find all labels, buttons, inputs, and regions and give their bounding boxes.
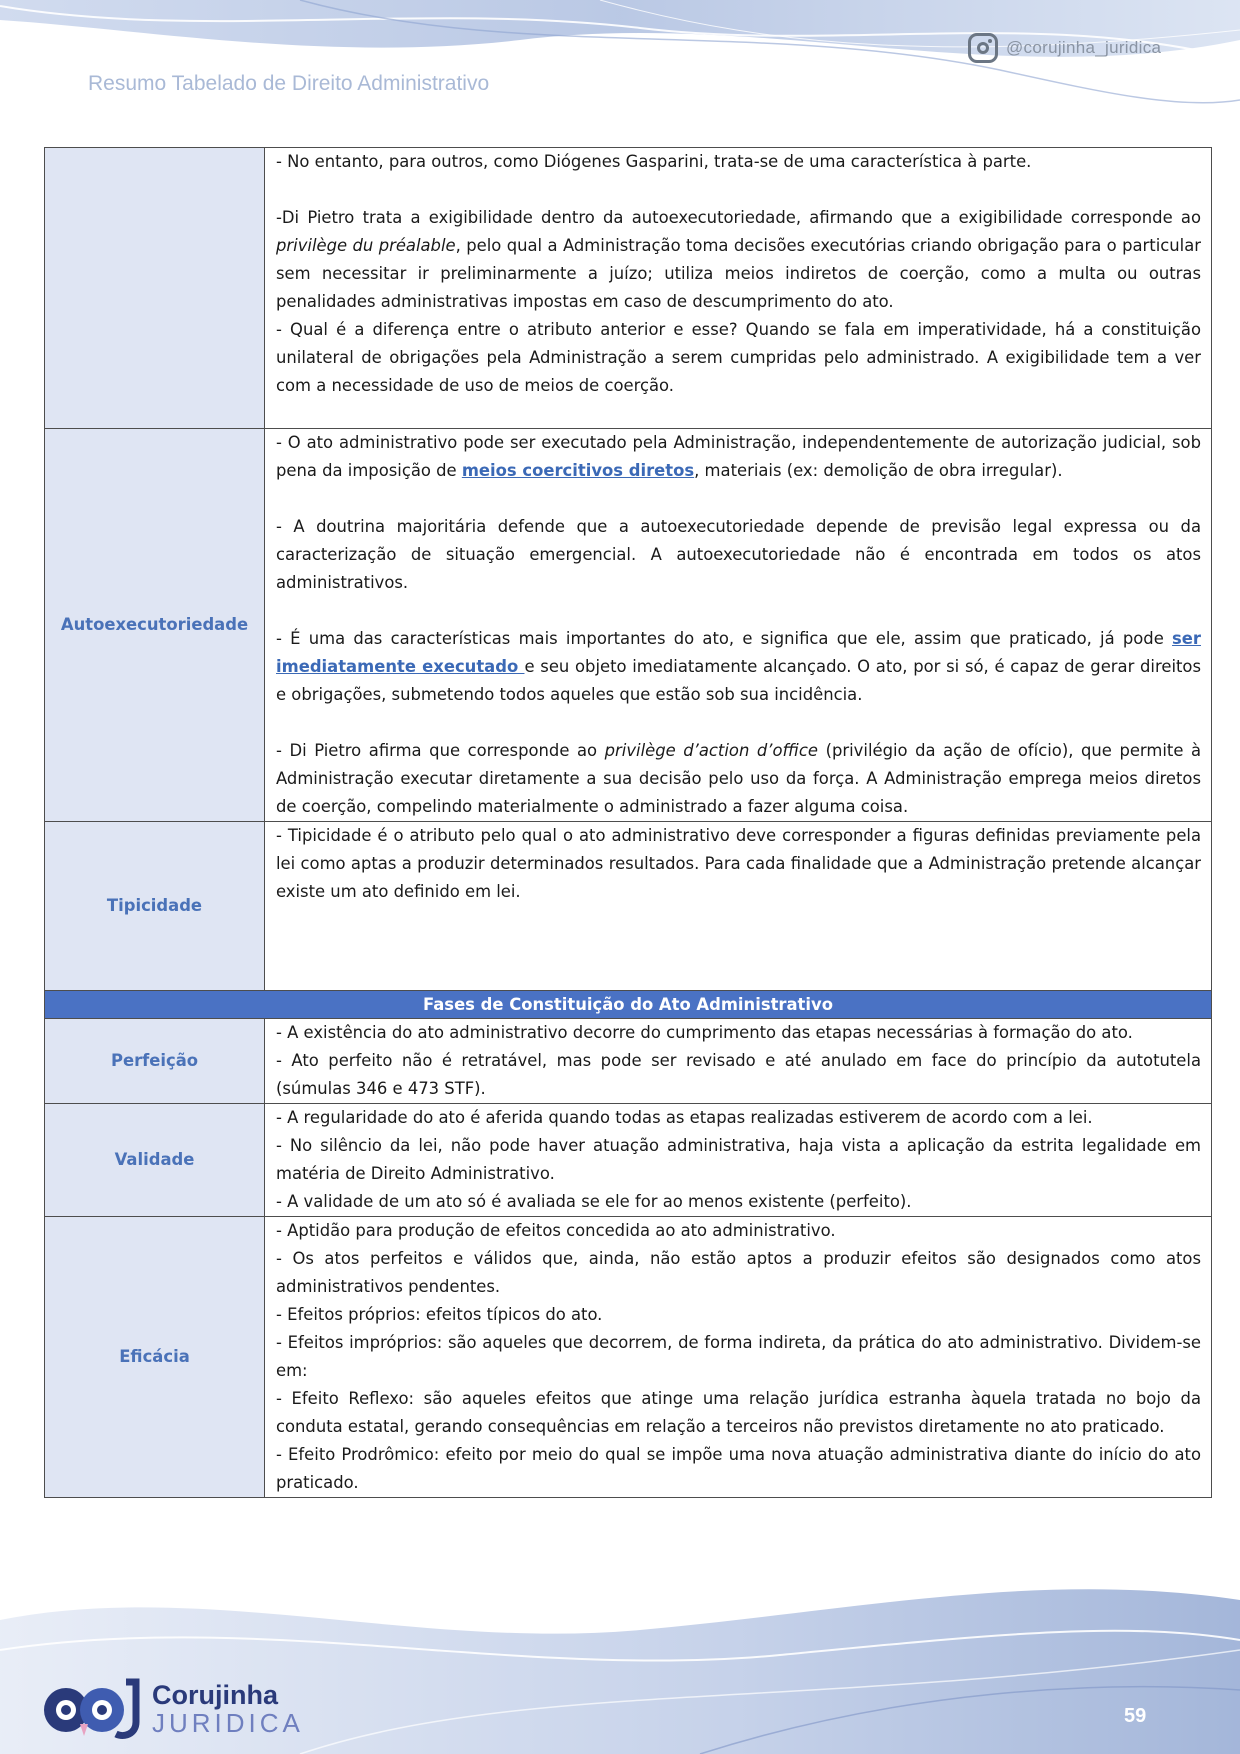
paragraph: - Efeito Prodrômico: efeito por meio do qual se impõe uma nova atuação administrativa diante do início do ato praticado. bbox=[276, 1445, 1201, 1492]
instagram-handle: @corujinha_juridica bbox=[1006, 38, 1162, 57]
paragraph: - É uma das características mais importantes do ato, e significa que ele, assim que praticado, já pode ser imediatamente executado e seu objeto imediatamente alcançado. O ato, por si só, é capaz de gerar direitos e obrigações, submetendo todos aqueles que estão sob sua incidência. bbox=[276, 629, 1201, 704]
paragraph: - Tipicidade é o atributo pelo qual o ato administrativo deve corresponder a figuras definidas previamente pela lei como aptas a produzir determinados resultados. Para cada finalidade que a Administração pretende alcançar existe um ato definido em lei. bbox=[276, 826, 1201, 901]
row-label-autoexecutoriedade: Autoexecutoriedade bbox=[45, 429, 265, 822]
paragraph: - A regularidade do ato é aferida quando todas as etapas realizadas estiverem de acordo com a lei. bbox=[276, 1108, 1093, 1127]
table-row bbox=[45, 429, 1212, 822]
paragraph: - Qual é a diferença entre o atributo anterior e esse? Quando se fala em imperatividade, há a constituição unilateral de obrigações pela Administração a serem cumpridas pelo administrado. A exigibilidade tem a ver com a necessidade de uso de meios de coerção. bbox=[276, 320, 1201, 395]
row-content bbox=[265, 1217, 1212, 1498]
paragraph: - Di Pietro afirma que corresponde ao privilège d’action d’office (privilégio da ação de ofício), que permite à Administração executar diretamente a sua decisão pelo uso da força. A Administração emprega meios diretos de coerção, compelindo materialmente o administrado a fazer alguma coisa. bbox=[276, 741, 1202, 816]
table-row bbox=[45, 822, 1212, 991]
instagram-icon bbox=[968, 33, 998, 63]
row-content bbox=[265, 822, 1212, 991]
header-wave-decoration bbox=[0, 0, 1240, 135]
section-title: Fases de Constituição do Ato Administrativo bbox=[45, 991, 1212, 1019]
owl-logo-icon bbox=[40, 1678, 150, 1740]
paragraph: -Di Pietro trata a exigibilidade dentro da autoexecutoriedade, afirmando que a exigibilidade corresponde ao privilège du préalable, pelo qual a Administração toma decisões executórias criando obrigação para o particular sem necessitar ir preliminarmente a juízo; utiliza meios indiretos de coerção, como a multa ou outras penalidades administrativas impostas em caso de descumprimento do ato. bbox=[276, 208, 1201, 311]
page-footer bbox=[0, 1560, 1240, 1754]
row-content bbox=[265, 1019, 1212, 1104]
row-content bbox=[265, 148, 1212, 429]
row-label-perfeicao: Perfeição bbox=[45, 1019, 265, 1104]
corujinha-logo bbox=[40, 1678, 304, 1740]
summary-table bbox=[44, 147, 1212, 1498]
paragraph: - A validade de um ato só é avaliada se ele for ao menos existente (perfeito). bbox=[276, 1192, 912, 1211]
row-label-validade: Validade bbox=[45, 1104, 265, 1217]
table-row bbox=[45, 148, 1212, 429]
paragraph: - A doutrina majoritária defende que a autoexecutoriedade depende de previsão legal expressa ou da caracterização de situação emergencial. A autoexecutoriedade não é encontrada em todos os atos administrativos. bbox=[276, 517, 1201, 592]
paragraph: - Efeito Reflexo: são aqueles efeitos que atinge uma relação jurídica estranha àquela tratada no bojo da conduta estatal, gerando consequências em relação a terceiros não previstos diretamente no ato praticado. bbox=[276, 1389, 1201, 1436]
paragraph: - No silêncio da lei, não pode haver atuação administrativa, haja vista a aplicação da estrita legalidade em matéria de Direito Administrativo. bbox=[276, 1136, 1201, 1183]
emphasis-text: privilège du préalable bbox=[276, 236, 456, 255]
row-label-eficacia: Eficácia bbox=[45, 1217, 265, 1498]
row-content bbox=[265, 1104, 1212, 1217]
document-title: Resumo Tabelado de Direito Administrativo bbox=[88, 72, 490, 95]
table-row bbox=[45, 1217, 1212, 1498]
paragraph: - Aptidão para produção de efeitos concedida ao ato administrativo. bbox=[276, 1221, 836, 1240]
row-content bbox=[265, 429, 1212, 822]
table-row bbox=[45, 1019, 1212, 1104]
paragraph: - Ato perfeito não é retratável, mas pode ser revisado e até anulado em face do princípio da autotutela (súmulas 346 e 473 STF). bbox=[276, 1051, 1201, 1098]
logo-line1: Corujinha bbox=[152, 1680, 278, 1710]
paragraph: - O ato administrativo pode ser executado pela Administração, independentemente de autorização judicial, sob pena da imposição de meios coercitivos diretos, materiais (ex: demolição de obra irregular). bbox=[276, 433, 1201, 480]
highlight-link[interactable]: meios coercitivos diretos bbox=[461, 461, 695, 480]
paragraph: - Os atos perfeitos e válidos que, ainda, não estão aptos a produzir efeitos são designados como atos administrativos pendentes. bbox=[276, 1249, 1201, 1296]
table-row bbox=[45, 1104, 1212, 1217]
row-label-tipicidade: Tipicidade bbox=[45, 822, 265, 991]
highlight-link[interactable]: ser imediatamente executado bbox=[276, 629, 1201, 676]
instagram-link[interactable] bbox=[968, 33, 1161, 63]
paragraph: - A existência do ato administrativo decorre do cumprimento das etapas necessárias à formação do ato. bbox=[276, 1023, 1133, 1042]
row-label bbox=[45, 148, 265, 429]
logo-line2: JURIDICA bbox=[152, 1708, 304, 1738]
logo-wordmark bbox=[152, 1681, 304, 1737]
page-header bbox=[0, 0, 1240, 135]
emphasis-text: privilège d’action d’office bbox=[604, 741, 819, 760]
section-header-row bbox=[45, 991, 1212, 1019]
paragraph: - Efeitos impróprios: são aqueles que decorrem, de forma indireta, da prática do ato administrativo. Dividem-se em: bbox=[276, 1333, 1201, 1380]
paragraph: - No entanto, para outros, como Diógenes Gasparini, trata-se de uma característica à parte. bbox=[276, 152, 1032, 171]
paragraph: - Efeitos próprios: efeitos típicos do ato. bbox=[276, 1305, 603, 1324]
page-number: 59 bbox=[1124, 1705, 1147, 1727]
